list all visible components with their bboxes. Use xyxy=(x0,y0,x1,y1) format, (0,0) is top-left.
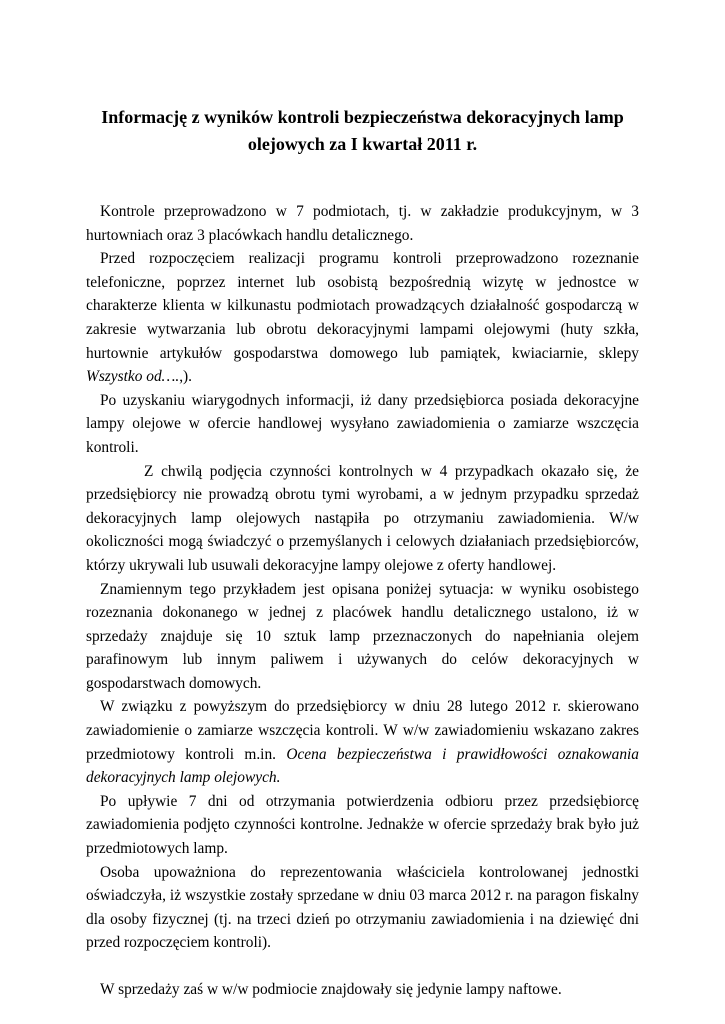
title-line-1: Informację z wyników kontroli bezpieczeństwa dekoracyjnych lamp xyxy=(101,107,624,127)
paragraph-6-italic: Ocena bezpieczeństwa i prawidłowości oznakowania dekoracyjnych lamp olejowych. xyxy=(86,745,639,787)
paragraph-2-text: Przed rozpoczęciem realizacji programu kontroli przeprowadzono rozeznanie telefoniczne, poprzez internet lub osobistą bezpośrednią wizytę w jednostce w charakterze klienta w kilkunastu podmiotach prowadzących działalność gospodarczą w zakresie wytwarzania lub obrotu dekoracyjnymi lampami olejowymi (huty szkła, hurtownie artykułów gospodarstwa domowego lub pamiątek, kwiaciarnie, sklepy xyxy=(86,250,639,362)
paragraph-9: W sprzedaży zaś w w/w podmiocie znajdowały się jedynie lampy naftowe. xyxy=(100,981,562,998)
paragraph-8: Osoba upoważniona do reprezentowania właściciela kontrolowanej jednostki oświadczyła, iż wszystkie zostały sprzedane w dniu 03 marca 2012 r. na paragon fiskalny dla osoby fizycznej (tj. na trzeci dzień po otrzymaniu zawiadomienia i na dziewięć dni przed rozpoczęciem kontroli). xyxy=(86,863,639,952)
paragraph-3: Po uzyskaniu wiarygodnych informacji, iż dany przedsiębiorca posiada dekoracyjne lampy olejowe w ofercie handlowej wysyłano zawiadomienia o zamiarze wszczęcia kontroli. xyxy=(86,391,639,456)
paragraph-1: Kontrole przeprowadzono w 7 podmiotach, tj. w zakładzie produkcyjnym, w 3 hurtowniach oraz 3 placówkach handlu detalicznego. xyxy=(86,203,639,244)
document-title xyxy=(86,104,639,158)
paragraph-4: Z chwilą podjęcia czynności kontrolnych w 4 przypadkach okazało się, że przedsiębiorcy nie prowadzą obrotu tymi wyrobami, a w jednym przypadku sprzedaż dekoracyjnych lamp olejowych nastąpiła po otrzymaniu zawiadomienia. W/w okoliczności mogą świadczyć o przemyślanych i celowych działaniach przedsiębiorców, którzy ukrywali lub usuwali dekoracyjne lampy olejowe z oferty handlowej. xyxy=(86,462,639,574)
paragraph-6-text: W związku z powyższym do przedsiębiorcy w dniu 28 lutego 2012 r. skierowano zawiadomienie o zamiarze wszczęcia kontroli. W w/w zawiadomieniu wskazano zakres przedmiotowy kontroli m.in. xyxy=(86,698,639,763)
title-line-2: olejowych za I kwartał 2011 r. xyxy=(247,134,478,154)
paragraph-5: Znamiennym tego przykładem jest opisana poniżej sytuacja: w wyniku osobistego rozeznania dokonanego w jednej z placówek handlu detalicznego ustalono, iż w sprzedaży znajduje się 10 sztuk lamp przeznaczonych do napełniania olejem parafinowym lub innym paliwem i używanych do celów dekoracyjnych w gospodarstwach domowych. xyxy=(86,580,639,692)
paragraph-6 xyxy=(86,695,639,789)
paragraph-2-italic: Wszystko od…. xyxy=(86,368,180,386)
paragraph-2-tail: ,). xyxy=(179,368,193,386)
paragraph-2 xyxy=(86,247,639,389)
paragraph-7: Po upływie 7 dni od otrzymania potwierdzenia odbioru przez przedsiębiorcę zawiadomienia podjęto czynności kontrolne. Jednakże w ofercie sprzedaży brak było już przedmiotowych lamp. xyxy=(86,792,639,858)
